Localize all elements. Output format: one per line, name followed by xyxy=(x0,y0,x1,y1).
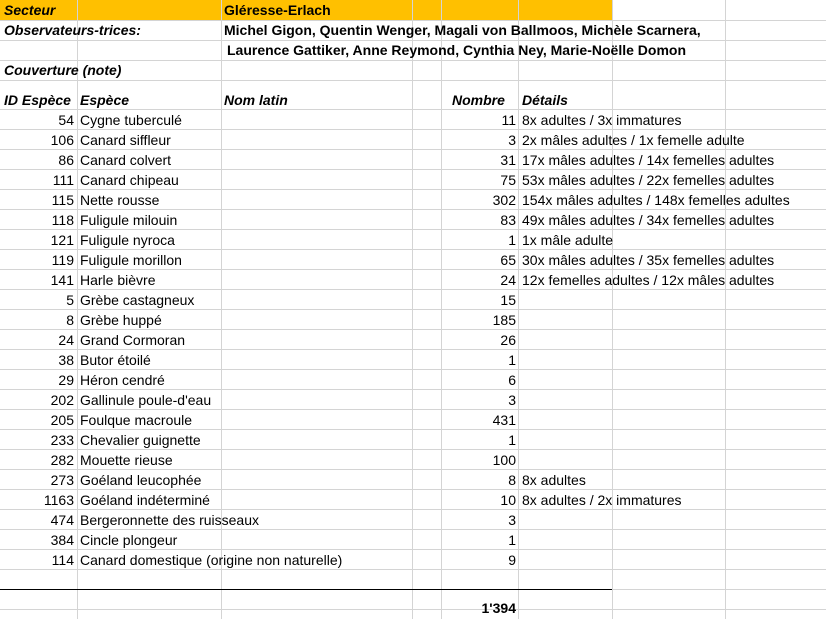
row-espece: Canard siffleur xyxy=(80,132,171,148)
row-details: 8x adultes / 3x immatures xyxy=(522,112,682,128)
row-id: 141 xyxy=(50,272,74,288)
row-espece: Nette rousse xyxy=(80,192,160,208)
row-espece: Fuligule morillon xyxy=(80,252,182,268)
row-espece: Harle bièvre xyxy=(80,272,156,288)
row-espece: Canard colvert xyxy=(80,152,172,168)
row-id: 111 xyxy=(52,172,74,188)
row-espece: Fuligule milouin xyxy=(80,212,178,228)
row-espece: Fuligule nyroca xyxy=(80,232,175,248)
row-espece: Gallinule poule-d'eau xyxy=(80,392,212,408)
row-details: 49x mâles adultes / 34x femelles adultes xyxy=(522,212,775,228)
row-id: 202 xyxy=(50,392,74,408)
row-id: 233 xyxy=(50,432,74,448)
row-nombre: 1 xyxy=(508,232,516,248)
secteur-value: Gléresse-Erlach xyxy=(224,2,331,18)
row-espece: Cincle plongeur xyxy=(80,532,178,548)
row-nombre: 26 xyxy=(500,332,516,348)
row-details: 8x adultes xyxy=(522,472,586,488)
row-id: 273 xyxy=(50,472,74,488)
total-value: 1'394 xyxy=(481,600,516,616)
row-id: 8 xyxy=(66,312,74,328)
row-nombre: 83 xyxy=(500,212,516,228)
row-espece: Goéland indéterminé xyxy=(80,492,210,508)
row-nombre: 100 xyxy=(492,452,516,468)
row-nombre: 431 xyxy=(492,412,516,428)
row-gridline xyxy=(0,609,826,610)
row-nombre: 10 xyxy=(500,492,516,508)
row-espece: Grand Cormoran xyxy=(80,332,186,348)
row-espece: Foulque macroule xyxy=(80,412,193,428)
row-nombre: 3 xyxy=(508,512,516,528)
row-details: 8x adultes / 2x immatures xyxy=(522,492,682,508)
observateurs-label: Observateurs-trices: xyxy=(4,22,141,38)
row-details: 1x mâle adulte xyxy=(522,232,614,248)
row-espece: Canard domestique (origine non naturelle) xyxy=(80,552,343,568)
row-id: 474 xyxy=(50,512,74,528)
row-nombre: 8 xyxy=(508,472,516,488)
row-nombre: 185 xyxy=(492,312,516,328)
row-nombre: 11 xyxy=(501,112,516,128)
row-id: 384 xyxy=(50,532,74,548)
row-espece: Cygne tuberculé xyxy=(80,112,182,128)
observateurs-line-1: Michel Gigon, Quentin Wenger, Magali von Ballmoos, Michèle Scarnera, xyxy=(224,22,701,38)
row-id: 118 xyxy=(51,212,74,228)
row-espece: Mouette rieuse xyxy=(80,452,173,468)
row-nombre: 1 xyxy=(508,532,516,548)
row-espece: Grèbe castagneux xyxy=(80,292,195,308)
col-header-latin: Nom latin xyxy=(224,92,288,108)
col-header-id: ID Espèce xyxy=(4,92,71,108)
row-espece: Héron cendré xyxy=(80,372,165,388)
row-id: 106 xyxy=(50,132,74,148)
row-nombre: 15 xyxy=(500,292,516,308)
secteur-label: Secteur xyxy=(4,2,56,18)
row-id: 24 xyxy=(58,332,74,348)
total-separator xyxy=(0,589,612,590)
row-id: 205 xyxy=(50,412,74,428)
row-id: 119 xyxy=(51,252,74,268)
row-id: 86 xyxy=(58,152,74,168)
row-espece: Canard chipeau xyxy=(80,172,179,188)
row-details: 53x mâles adultes / 22x femelles adultes xyxy=(522,172,775,188)
row-nombre: 31 xyxy=(500,152,516,168)
row-id: 121 xyxy=(50,232,74,248)
row-nombre: 1 xyxy=(508,352,516,368)
row-nombre: 6 xyxy=(508,372,516,388)
row-espece: Grèbe huppé xyxy=(80,312,162,328)
row-id: 114 xyxy=(51,552,74,568)
row-nombre: 3 xyxy=(508,392,516,408)
row-gridline xyxy=(0,60,826,61)
row-gridline xyxy=(0,80,826,81)
row-id: 1163 xyxy=(43,492,74,508)
col-header-details: Détails xyxy=(522,92,568,108)
row-nombre: 75 xyxy=(500,172,516,188)
col-header-espece: Espèce xyxy=(80,92,130,108)
row-nombre: 24 xyxy=(500,272,516,288)
row-details: 17x mâles adultes / 14x femelles adultes xyxy=(522,152,775,168)
row-details: 30x mâles adultes / 35x femelles adultes xyxy=(522,252,775,268)
row-espece: Butor étoilé xyxy=(80,352,151,368)
col-header-nombre: Nombre xyxy=(452,92,505,108)
row-nombre: 9 xyxy=(508,552,516,568)
row-id: 5 xyxy=(66,292,74,308)
row-details: 2x mâles adultes / 1x femelle adulte xyxy=(522,132,745,148)
row-espece: Goéland leucophée xyxy=(80,472,202,488)
row-id: 54 xyxy=(58,112,74,128)
row-details: 154x mâles adultes / 148x femelles adultes xyxy=(522,192,790,208)
row-espece: Chevalier guignette xyxy=(80,432,201,448)
couverture-label: Couverture (note) xyxy=(4,62,122,78)
row-id: 38 xyxy=(58,352,74,368)
row-nombre: 302 xyxy=(492,192,516,208)
row-nombre: 1 xyxy=(508,432,516,448)
row-details: 12x femelles adultes / 12x mâles adultes xyxy=(522,272,775,288)
row-nombre: 3 xyxy=(508,132,516,148)
row-id: 115 xyxy=(51,192,74,208)
row-nombre: 65 xyxy=(500,252,516,268)
observateurs-line-2: Laurence Gattiker, Anne Reymond, Cynthia Ney, Marie-Noëlle Domon xyxy=(227,42,686,58)
row-id: 29 xyxy=(58,372,74,388)
row-id: 282 xyxy=(50,452,74,468)
row-espece: Bergeronnette des ruisseaux xyxy=(80,512,259,528)
